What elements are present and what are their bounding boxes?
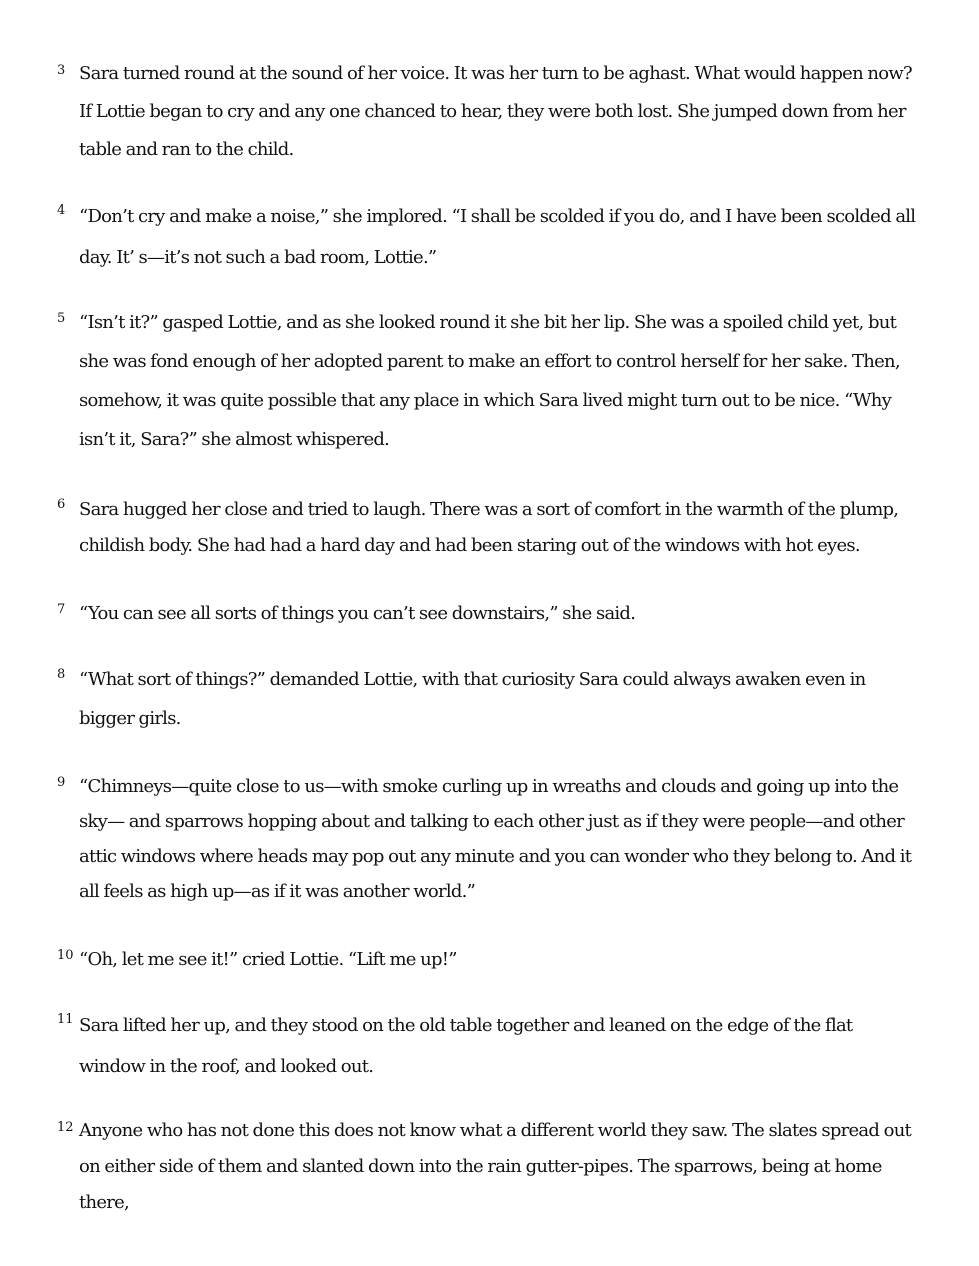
paragraph-text: Anyone who has not done this does not know what a different world they saw. The slates spread out on either side of them and slanted down into the rain gutter-pipes. The sparrows, being at home there,: [79, 1120, 912, 1213]
paragraph-10: [57, 941, 919, 979]
paragraph-number: 9: [57, 775, 66, 790]
paragraph-number: 10: [57, 948, 74, 963]
paragraph-3: [57, 55, 919, 169]
paragraph-number: 11: [57, 1012, 74, 1027]
paragraph-number: 8: [57, 667, 66, 682]
paragraph-7: [57, 595, 919, 633]
paragraph-text: “What sort of things?” demanded Lottie, with that curiosity Sara could always awaken even in bigger girls.: [79, 669, 866, 729]
paragraph-6: [57, 492, 919, 564]
paragraph-text: “You can see all sorts of things you can’t see downstairs,” she said.: [79, 603, 636, 624]
paragraph-number: 7: [57, 602, 66, 617]
paragraph-number: 6: [57, 497, 66, 512]
paragraph-8: [57, 660, 919, 738]
paragraph-12: [57, 1113, 919, 1221]
paragraph-11: [57, 1005, 919, 1087]
paragraph-9: [57, 769, 919, 909]
paragraph-text: “Don’t cry and make a noise,” she implored. “I shall be scolded if you do, and I have been scolded all day. It’ s—it’s not such a bad room, Lottie.”: [79, 206, 916, 268]
paragraph-5: [57, 303, 919, 459]
paragraph-number: 3: [57, 63, 66, 78]
paragraph-text: “Isn’t it?” gasped Lottie, and as she looked round it she bit her lip. She was a spoiled child yet, but she was fond enough of her adopted parent to make an effort to control herself for her sake. Then, somehow, it was quite possible that any place in which Sara lived might turn out to be nice. “Why isn’t it, Sara?” she almost whispered.: [79, 312, 900, 450]
paragraph-number: 5: [57, 311, 66, 326]
paragraph-number: 12: [57, 1120, 74, 1135]
paragraph-text: “Chimneys—quite close to us—with smoke curling up in wreaths and clouds and going up into the sky— and sparrows hopping about and talking to each other just as if they were people—and other attic windows where heads may pop out any minute and you can wonder who they belong to. And it all feels as high up—as if it was another world.”: [79, 776, 912, 902]
paragraph-text: Sara hugged her close and tried to laugh. There was a sort of comfort in the warmth of the plump, childish body. She had had a hard day and had been staring out of the windows with hot eyes.: [79, 499, 899, 556]
paragraph-text: Sara lifted her up, and they stood on the old table together and leaned on the edge of the flat window in the roof, and looked out.: [79, 1015, 853, 1077]
paragraph-text: Sara turned round at the sound of her voice. It was her turn to be aghast. What would happen now? If Lottie began to cry and any one chanced to hear, they were both lost. She jumped down from her table and ran to the child.: [79, 63, 912, 160]
paragraph-text: “Oh, let me see it!” cried Lottie. “Lift me up!”: [79, 949, 457, 970]
paragraph-number: 4: [57, 203, 66, 218]
paragraph-4: [57, 196, 919, 278]
